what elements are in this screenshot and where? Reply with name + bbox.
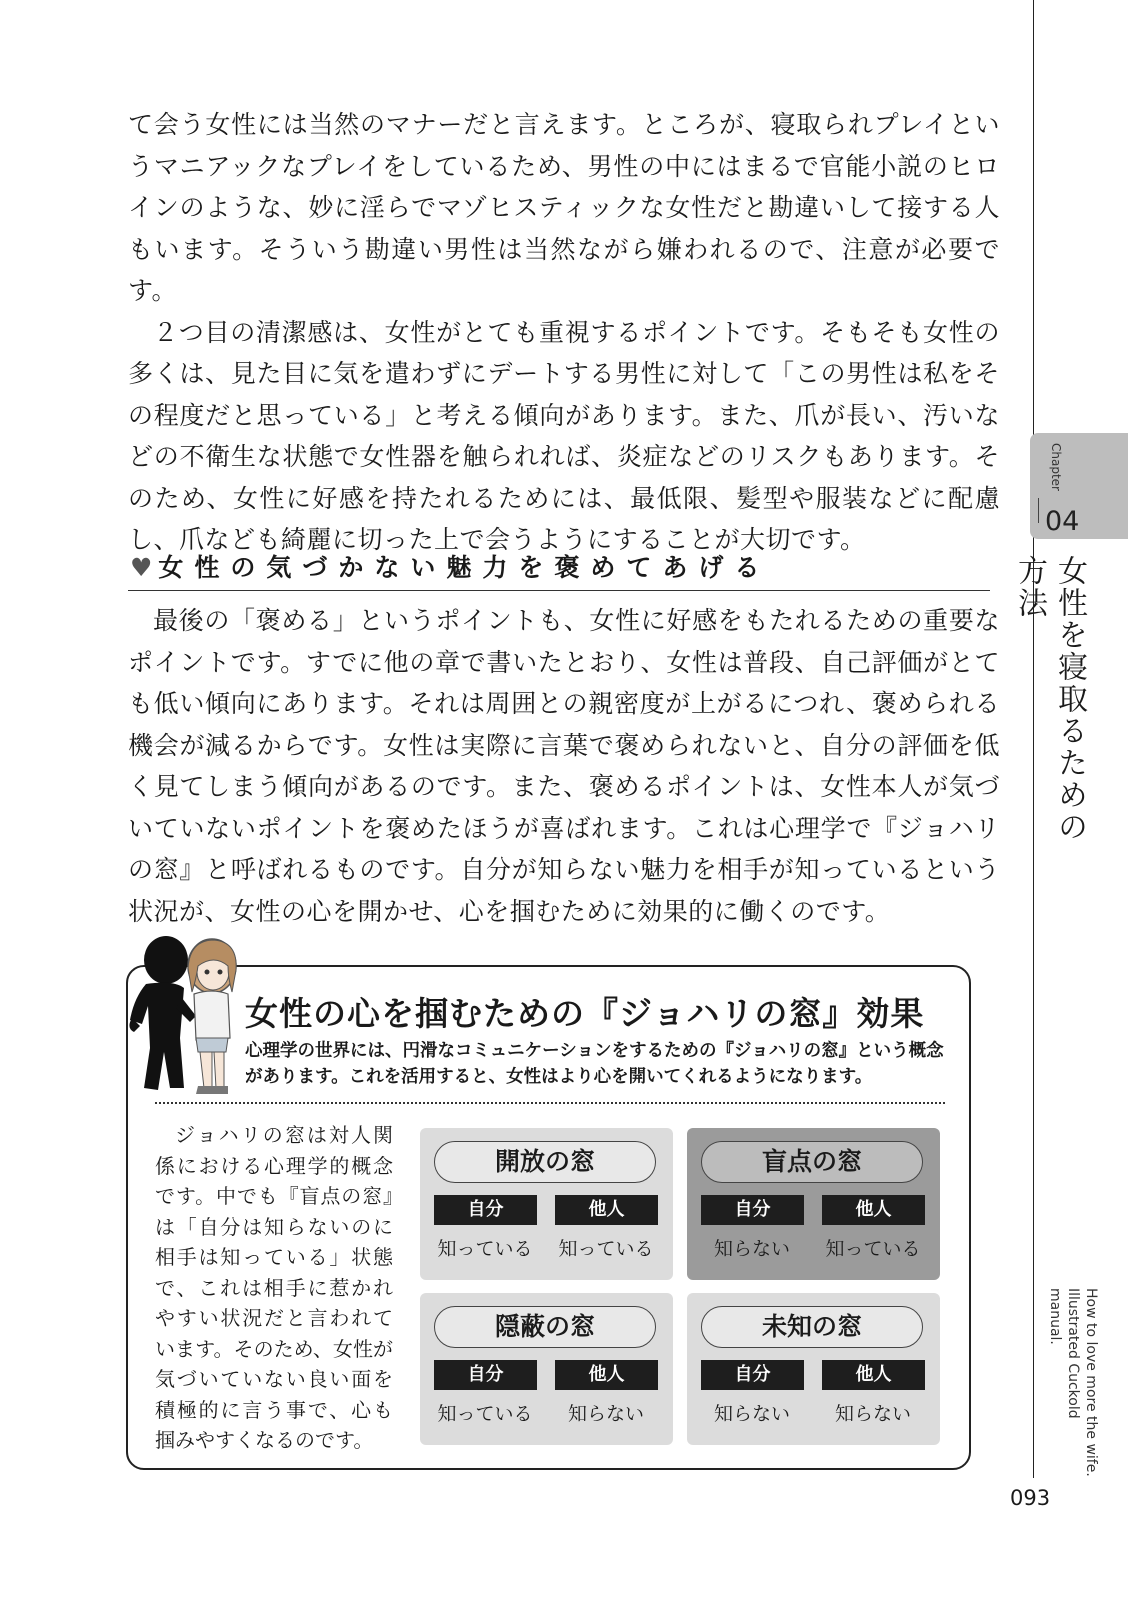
text-line: 見た目に気を遣わずにデートする男性に対して「この男性は私をその程度だと思っている」: [128, 359, 1000, 430]
other-value: 知らない: [834, 1403, 911, 1425]
self-label: 自分: [434, 1360, 537, 1390]
text-line: 炎症などのリスクもあります。そのため、女性に好感を持たれるためには、最低限、: [128, 442, 1000, 513]
self-value: 知っている: [437, 1403, 533, 1425]
text-line: 女性は実際に言葉で褒められないと、自分の評価を低く見てしまう傾向があるのです。: [128, 730, 1000, 801]
section-heading-text: 女性の気づかない魅力を褒めてあげる: [158, 553, 771, 582]
side-text-body: ジョハリの窓は対人関係における心理学的概念です。中でも『盲点の窓』は「自分は知らないのに相手は知っている」状態で、これは相手に惹かれやすい状況だと言われています。そのため、女性が気づいていない良い面を積極的に言う事で、心も掴みやすくなるのです。: [155, 1123, 393, 1452]
window-open: [420, 1128, 673, 1280]
heading-underline: [128, 590, 990, 591]
page-number: 093: [1010, 1486, 1051, 1510]
text-line: 妙に淫らでマゾヒスティックな女性だと勘違いして接する人もいます。: [128, 193, 1000, 264]
window-name: 隠蔽の窓: [434, 1306, 656, 1348]
callout-intro: 心理学の世界には、円滑なコミュニケーションをするための『ジョハリの窓』という概念があります。これを活用すると、女性はより心を開いてくれるようになります。: [245, 1041, 944, 1087]
self-value: 知っている: [437, 1238, 533, 1260]
text-line: と考える傾向があります。また、爪が長い、汚いなどの不衛生な状態で女性器を触られれば、: [128, 400, 1000, 471]
self-label: 自分: [701, 1360, 804, 1390]
other-value: 知っている: [558, 1238, 654, 1260]
dotted-divider: [155, 1102, 945, 1104]
text-line-indented: [128, 600, 1000, 932]
window-hidden: [420, 1293, 673, 1445]
self-value: 知らない: [713, 1238, 790, 1260]
text-line: ２つ目の清潔感は、女性がとても重視するポイントです。そもそも女性の多くは、: [128, 317, 1000, 388]
text-line: 髪型や服装などに配慮し、爪なども綺麗に切った上で会うようにすることが大切です。: [128, 483, 1000, 554]
self-value: 知らない: [713, 1403, 790, 1425]
heart-icon: ♥: [130, 553, 153, 582]
chapter-divider: [1038, 498, 1039, 523]
chapter-title: 女性を寝取るための方法: [1012, 555, 1087, 843]
section-heading: [130, 548, 990, 584]
other-label: 他人: [822, 1360, 925, 1390]
other-label: 他人: [822, 1195, 925, 1225]
text-line: これは心理学で『ジョハリの窓』と呼ばれるものです。: [128, 813, 1000, 884]
callout-title: 女性の心を掴むための『ジョハリの窓』効果: [245, 994, 925, 1033]
text-line: それは周囲との親密度が上がるにつれ、褒められる機会が減るからです。: [128, 689, 1000, 760]
chapter-number: 04: [1045, 506, 1080, 537]
window-name: 開放の窓: [434, 1141, 656, 1183]
self-label: 自分: [434, 1195, 537, 1225]
body-paragraph-1: [128, 104, 1000, 561]
window-name: 未知の窓: [701, 1306, 923, 1348]
chapter-label: Chapter: [1049, 443, 1063, 491]
body-paragraph-2: [128, 600, 1000, 932]
other-label: 他人: [555, 1195, 658, 1225]
text-line: マニアックなプレイをしているため、男性の中にはまるで官能小説のヒロインのような、: [128, 151, 1000, 222]
window-unknown: [687, 1293, 940, 1445]
text-line: 自分が知らない魅力を相手が知っているという状況が、女性の心を開かせ、心を掴むために効果的に働くのです。: [128, 855, 1000, 926]
text-line: 最後の「褒める」というポイントも、女性に好感をもたれるための重要なポイントです。: [128, 606, 1000, 677]
margin-rule: [1033, 0, 1034, 1478]
text-line-indented: [128, 312, 1000, 561]
window-name: 盲点の窓: [701, 1141, 923, 1183]
other-label: 他人: [555, 1360, 658, 1390]
other-value: 知らない: [567, 1403, 644, 1425]
callout-side-text: [155, 1120, 393, 1456]
text-line: また、褒めるポイントは、女性本人が気づいていないポイントを褒めたほうが喜ばれます。: [128, 772, 1000, 843]
series-title: How to love more the wife. Illustrated Cuckold manual.: [1047, 1288, 1099, 1477]
self-label: 自分: [701, 1195, 804, 1225]
text-line: すでに他の章で書いたとおり、女性は普段、自己評価がとても低い傾向にあります。: [128, 647, 1000, 718]
window-blind: [687, 1128, 940, 1280]
other-value: 知っている: [825, 1238, 921, 1260]
text-line: そういう勘違い男性は当然ながら嫌われるので、注意が必要です。: [128, 234, 1000, 305]
couple-illustration: [124, 928, 244, 1098]
text-line: て会う女性には当然のマナーだと言えます。ところが、寝取られプレイという: [128, 110, 1000, 181]
